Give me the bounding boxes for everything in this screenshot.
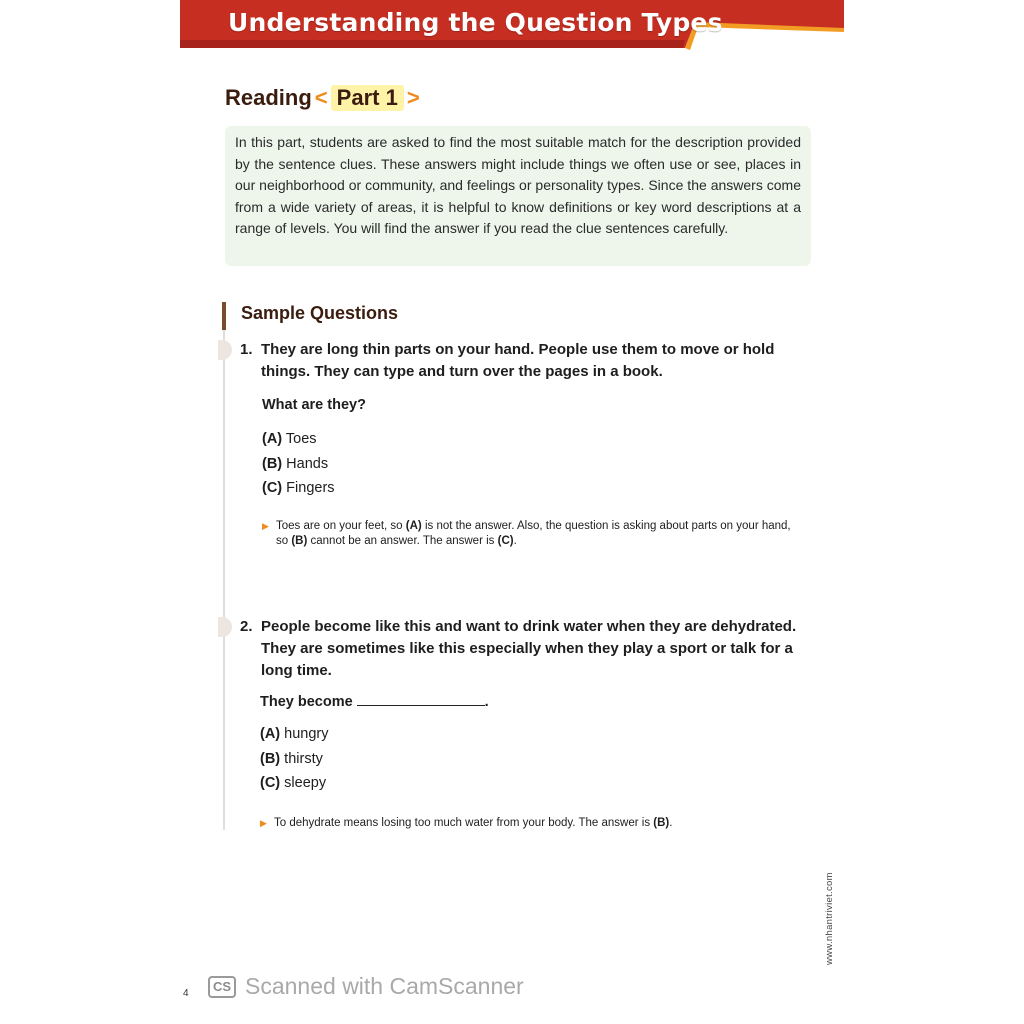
chevron-right-icon: > xyxy=(406,85,420,110)
chevron-left-icon: < xyxy=(314,85,328,110)
intro-text: In this part, students are asked to find the most suitable match for the description provided by the sentence clues. These answers might include things we often use or see, places in our neighborhood or community, and feelings or personality types. Since the answers come from a wide variety of areas, it is helpful to know definitions or key word descriptions at a range of levels. You will find the answer if you read the clue sentences carefully. xyxy=(235,134,801,236)
explanation xyxy=(262,519,800,549)
part-label: Part 1 xyxy=(331,85,404,111)
explanation xyxy=(260,816,800,831)
sample-heading: Sample Questions xyxy=(241,303,399,323)
sample-rule xyxy=(223,330,225,830)
option-b: (B) Hands xyxy=(262,455,329,472)
page-number: 4 xyxy=(183,988,189,999)
answer-blank xyxy=(357,705,485,706)
intro-box xyxy=(225,126,811,266)
triangle-bullet-icon: ▶ xyxy=(260,817,267,828)
option-a: (A) hungry xyxy=(260,726,329,742)
section-heading xyxy=(225,85,423,111)
sample-heading-bar xyxy=(222,302,226,330)
header-title: Understanding the Question Types xyxy=(228,8,723,37)
scanner-text: Scanned with CamScanner xyxy=(245,973,524,999)
question-text: People become like this and want to drink water when they are dehydrated. They are sometimes like this especially when they play a sport or talk for a long time. xyxy=(261,618,797,679)
question-2 xyxy=(240,616,800,831)
question-1 xyxy=(240,339,800,549)
explanation-text: To dehydrate means losing too much water from your body. The answer is (B). xyxy=(274,816,673,829)
header-banner xyxy=(180,0,844,52)
options-list xyxy=(260,722,800,796)
question-text: They are long thin parts on your hand. People use them to move or hold things. They can type and turn over the pages in a book. xyxy=(261,341,775,380)
question-prompt: They become . xyxy=(260,694,489,710)
option-c: (C) Fingers xyxy=(262,480,335,496)
question-prompt: What are they? xyxy=(262,397,366,413)
side-url: www.nhantriviet.com xyxy=(824,872,835,965)
option-a: (A) Toes xyxy=(262,431,317,447)
option-b: (B) thirsty xyxy=(260,750,323,767)
triangle-bullet-icon: ▶ xyxy=(262,520,269,531)
options-list xyxy=(262,427,800,501)
question-number: 2. xyxy=(240,618,253,635)
option-c: (C) sleepy xyxy=(260,775,327,791)
question-number: 1. xyxy=(240,341,253,358)
camscanner-logo-icon: CS xyxy=(208,976,236,998)
scanner-watermark xyxy=(208,973,524,1000)
section-title: Reading xyxy=(225,85,312,110)
explanation-text: Toes are on your feet, so (A) is not the answer. Also, the question is asking about parts on your hand, so (B) cannot be an answer. The answer is (C). xyxy=(276,519,791,547)
